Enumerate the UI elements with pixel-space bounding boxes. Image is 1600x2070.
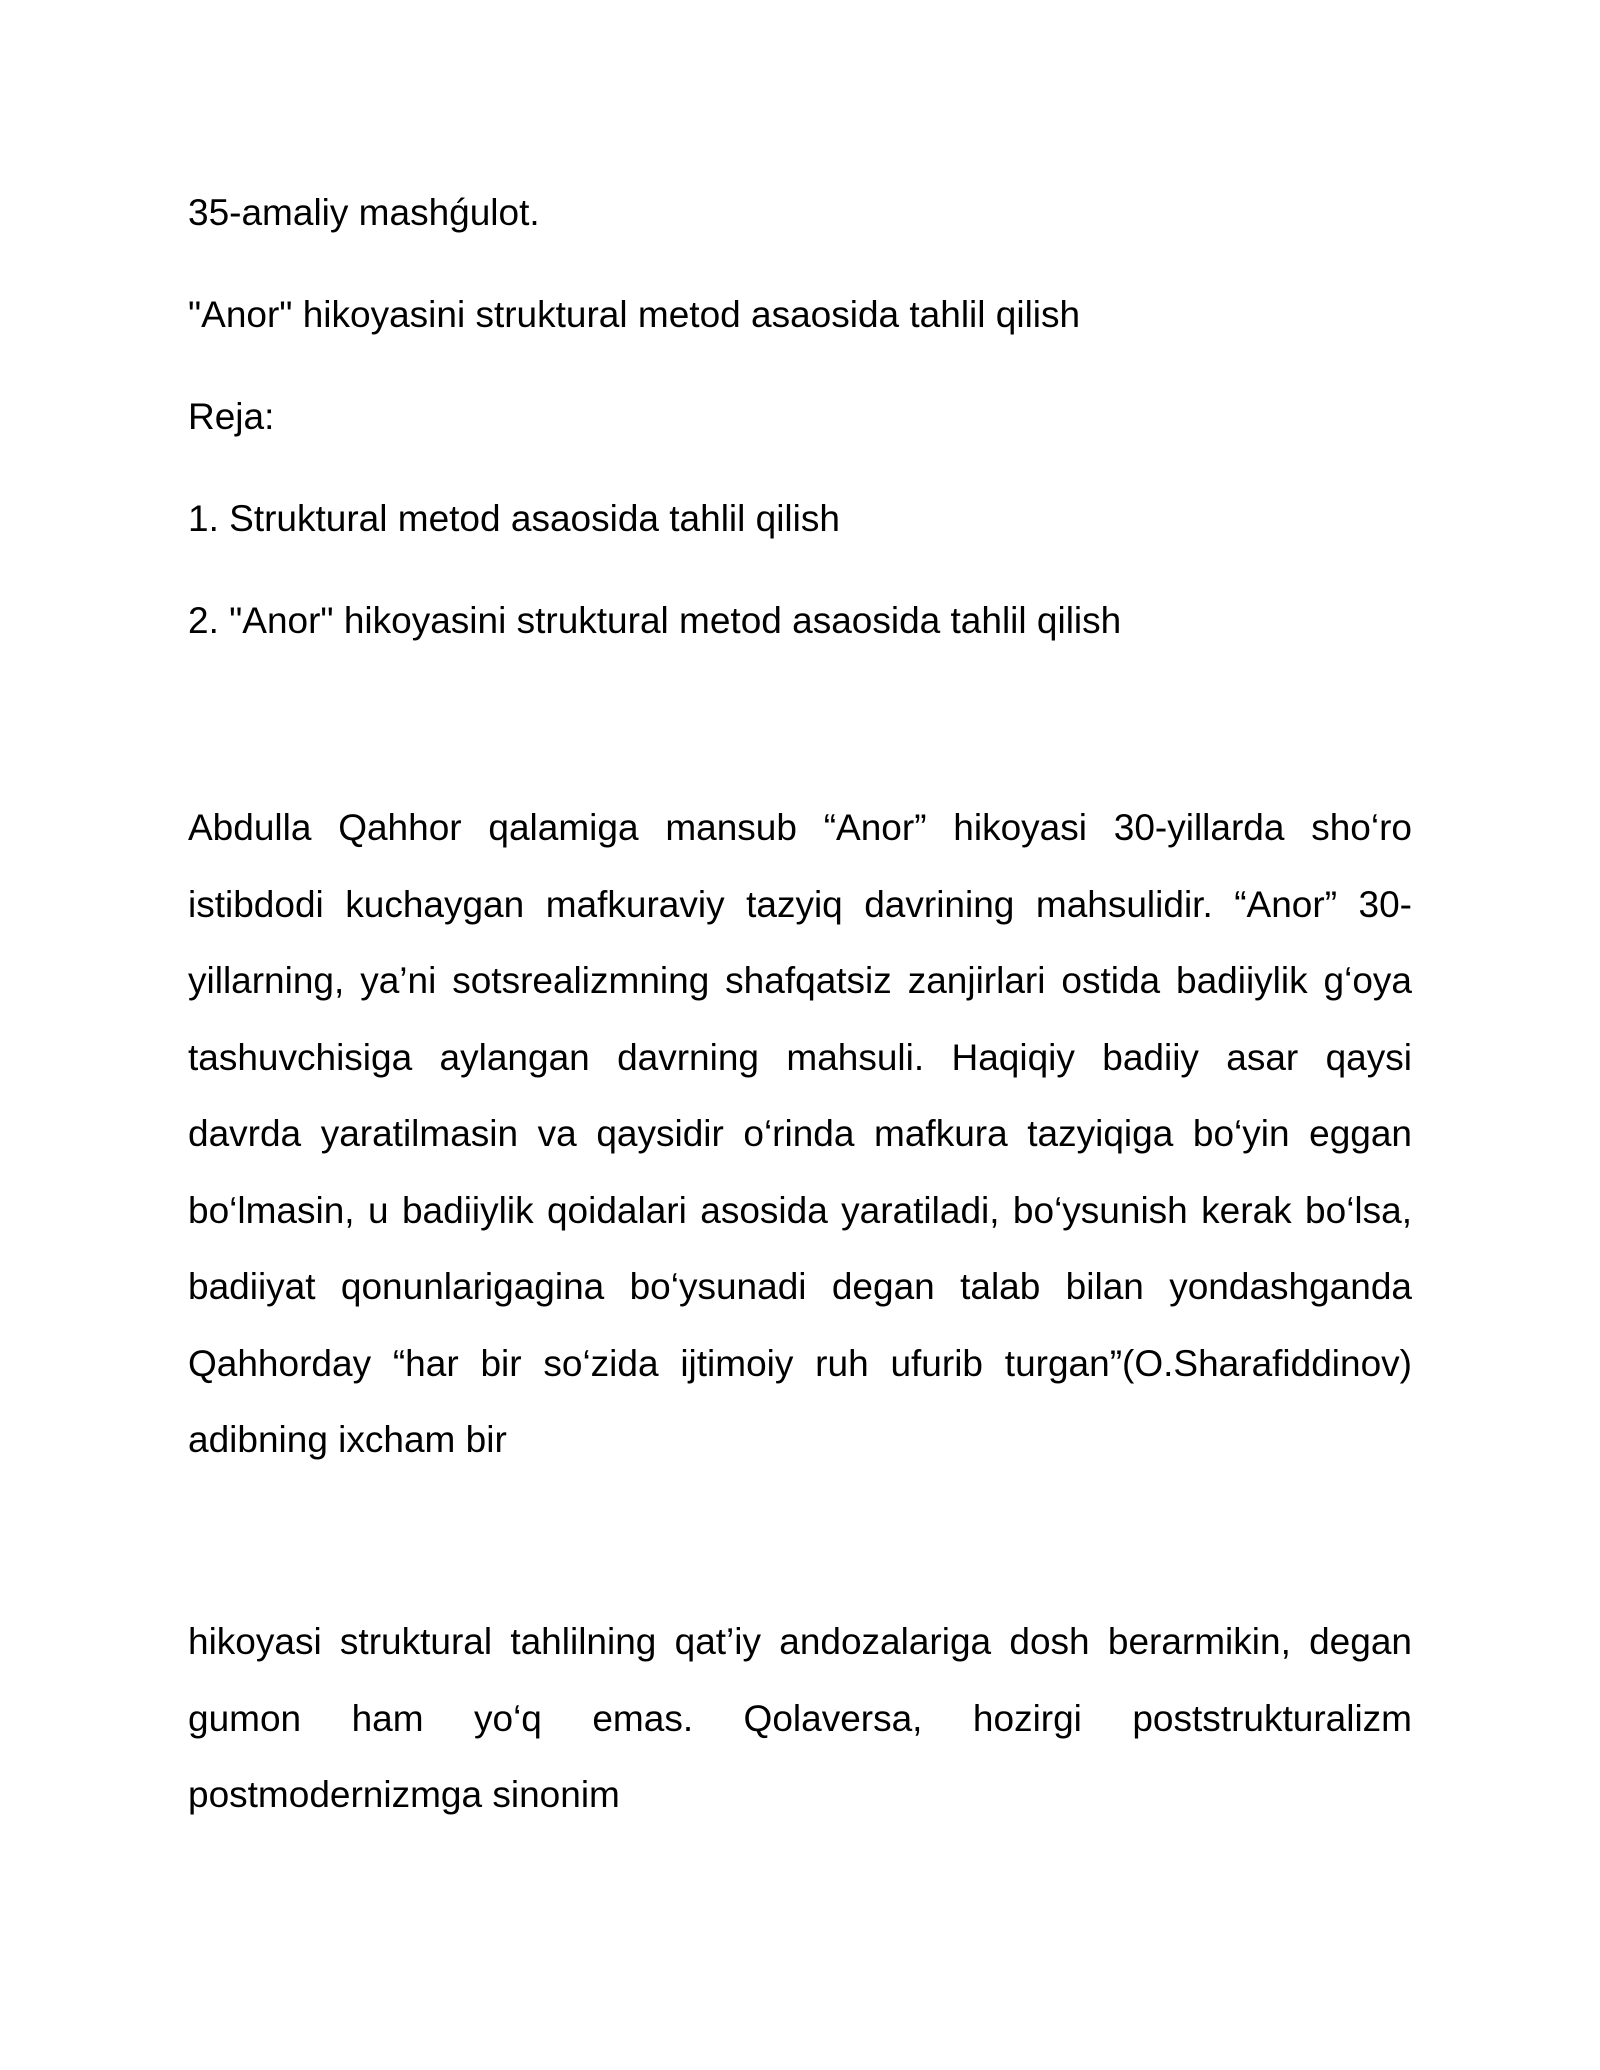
document-title: "Anor" hikoyasini struktural metod asaosida tahlil qilish: [188, 294, 1081, 335]
plan-item-1: 1. Struktural metod asaosida tahlil qilish: [188, 498, 840, 539]
plan-heading: Reja:: [188, 396, 275, 437]
plan-item-2: 2. "Anor" hikoyasini struktural metod asaosida tahlil qilish: [188, 600, 1122, 641]
body-paragraph-2: hikoyasi struktural tahlilning qat’iy andozalariga dosh berarmikin, degan gumon ham yo‘q emas. Qolaversa, hozirgi poststrukturalizm postmodernizmga sinonim: [188, 1621, 1412, 1815]
exercise-number: 35-amaliy mashǵulot.: [188, 192, 540, 233]
body-paragraph-1: Abdulla Qahhor qalamiga mansub “Anor” hikoyasi 30-yillarda sho‘ro istibdodi kuchaygan mafkuraviy tazyiq davrining mahsulidir. “Anor” 30-yillarning, ya’ni sotsrealizmning shafqatsiz zanjirlari ostida badiiylik g‘oya tashuvchisiga aylangan davrning mahsuli. Haqiqiy badiiy asar qaysi davrda yaratilmasin va qaysidir o‘rinda mafkura tazyiqiga bo‘yin eggan bo‘lmasin, u badiiylik qoidalari asosida yaratiladi, bo‘ysunish kerak bo‘lsa, badiiyat qonunlarigagina bo‘ysunadi degan talab bilan yondashganda Qahhorday “har bir so‘zida ijtimoiy ruh ufurib turgan”(O.Sharafiddinov) adibning ixcham bir: [188, 807, 1412, 1460]
